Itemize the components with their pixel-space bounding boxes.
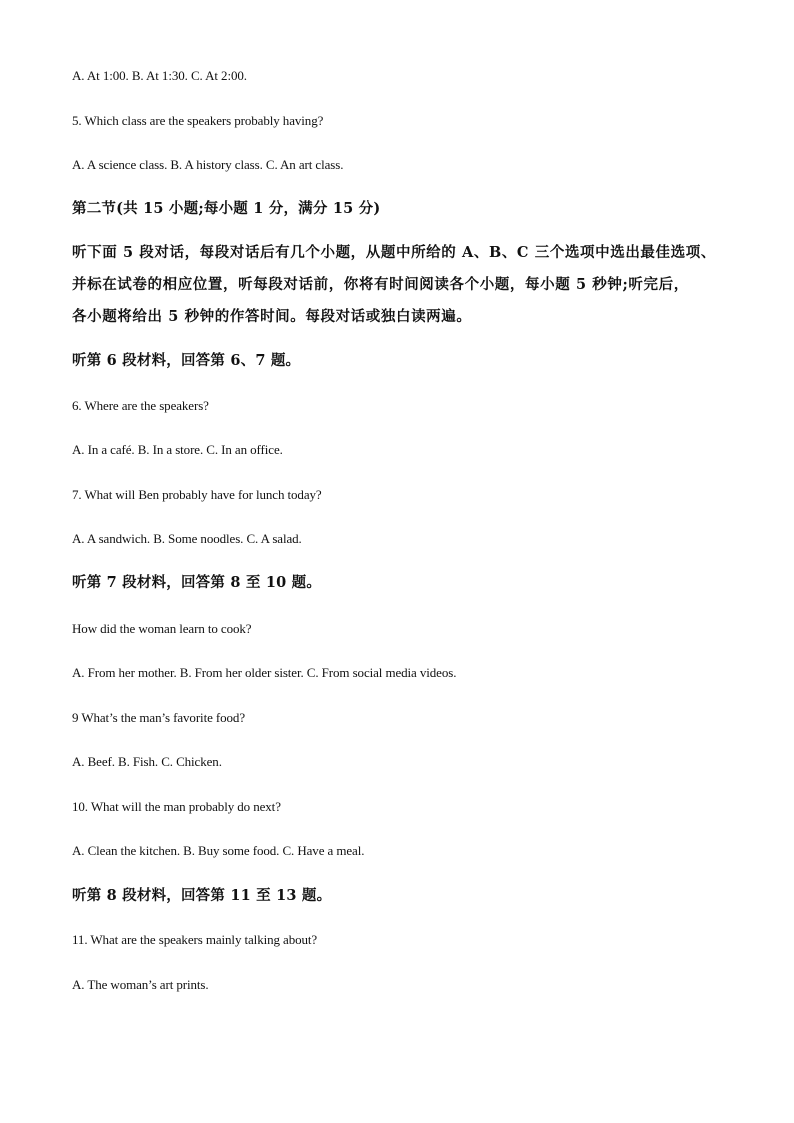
material-7-heading: 听第 7 段材料，回答第 8 至 10 题。 (72, 574, 322, 591)
q8-options: A. From her mother. B. From her older sister. C. From social media videos. (72, 665, 457, 680)
q10-options: A. Clean the kitchen. B. Buy some food. C. Have a meal. (72, 843, 365, 858)
material-6-heading: 听第 6 段材料，回答第 6、7 题。 (72, 352, 301, 369)
instructions-line-1: 听下面 5 段对话，每段对话后有几个小题，从题中所给的 A、B、C 三个选项中选出最佳选项、 (72, 244, 716, 261)
q7-question: 7. What will Ben probably have for lunch today? (72, 487, 322, 502)
q11-question: 11. What are the speakers mainly talking about? (72, 932, 318, 947)
section-heading: 第二节(共 15 小题;每小题 1 分，满分 15 分) (72, 200, 381, 217)
q8-question: How did the woman learn to cook? (72, 621, 252, 636)
q11-option-a: A. The woman’s art prints. (72, 977, 209, 992)
q6-options: A. In a café. B. In a store. C. In an office. (72, 442, 283, 457)
instructions-line-3: 各小题将给出 5 秒钟的作答时间。每段对话或独白读两遍。 (72, 308, 472, 325)
instructions-line-2: 并标在试卷的相应位置，听每段对话前，你将有时间阅读各个小题，每小题 5 秒钟;听完后， (72, 276, 689, 293)
material-8-heading: 听第 8 段材料，回答第 11 至 13 题。 (72, 887, 332, 904)
q7-options: A. A sandwich. B. Some noodles. C. A salad. (72, 531, 302, 546)
q10-question: 10. What will the man probably do next? (72, 799, 281, 814)
q5-question: 5. Which class are the speakers probably having? (72, 113, 324, 128)
q4-options: A. At 1:00. B. At 1:30. C. At 2:00. (72, 68, 247, 83)
q9-question: 9 What’s the man’s favorite food? (72, 710, 245, 725)
q6-question: 6. Where are the speakers? (72, 398, 209, 413)
q9-options: A. Beef. B. Fish. C. Chicken. (72, 754, 222, 769)
q5-options: A. A science class. B. A history class. C. An art class. (72, 157, 344, 172)
